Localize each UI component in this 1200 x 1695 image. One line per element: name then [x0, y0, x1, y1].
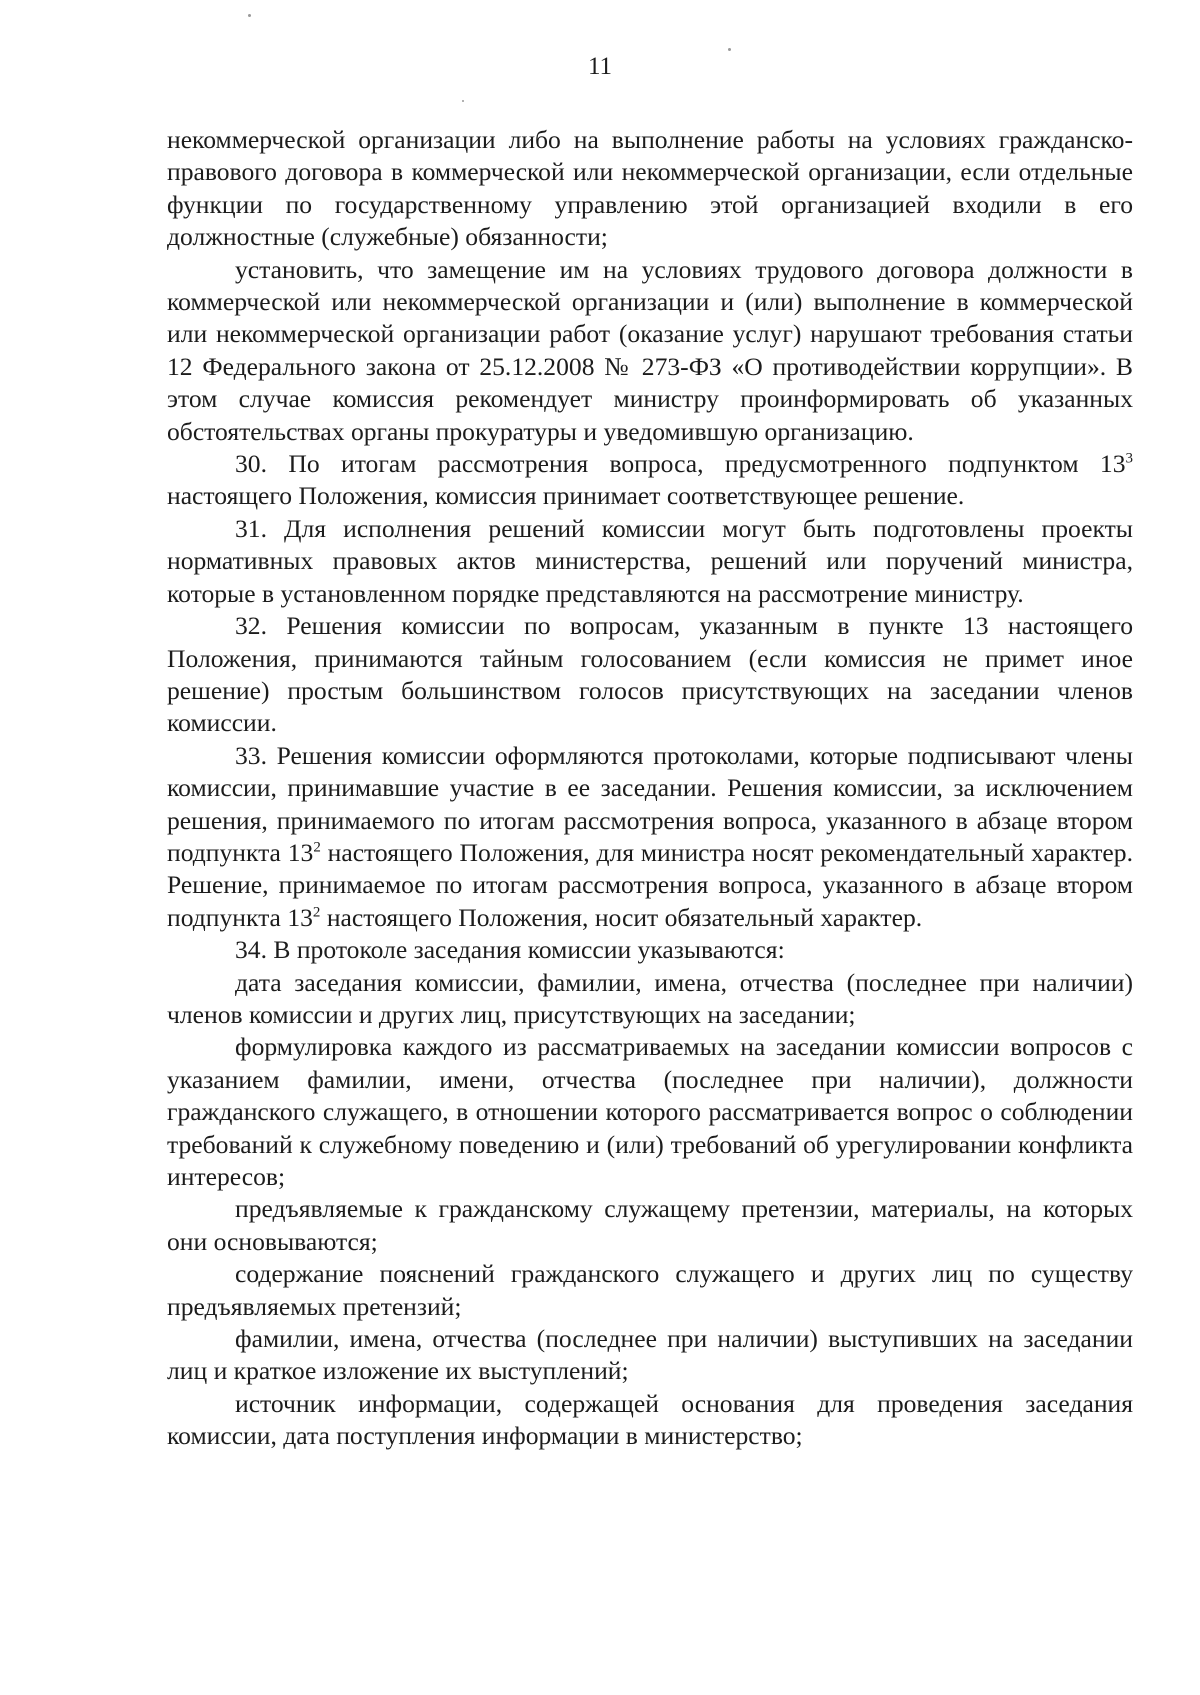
superscript: 2 — [313, 839, 321, 856]
superscript: 3 — [1125, 450, 1133, 467]
paragraph: фамилии, имена, отчества (последнее при наличии) выступивших на заседании лиц и краткое изложение их выступлений; — [167, 1324, 1133, 1386]
paragraph: содержание пояснений гражданского служащего и других лиц по существу предъявляемых претензий; — [167, 1259, 1133, 1321]
paragraph: установить, что замещение им на условиях трудового договора должности в коммерческой или некоммерческой организации и (или) выполнение в коммерческой или некоммерческой организации работ (оказание услуг) нарушают требования статьи 12 Федерального закона от 25.12.2008 № 273-ФЗ «О противодействии коррупции». В этом случае комиссия рекомендует министру проинформировать об указанных обстоятельствах органы прокуратуры и уведомившую организацию. — [167, 254, 1133, 446]
paragraph: некоммерческой организации либо на выполнение работы на условиях гражданско-правового договора в коммерческой или некоммерческой организации, если отдельные функции по государственному управлению этой организацией входили в его должностные (служебные) обязанности; — [167, 125, 1133, 252]
paragraph: 34. В протоколе заседания комиссии указываются: — [235, 935, 785, 965]
page-number: 11 — [587, 53, 613, 80]
superscript: 2 — [312, 904, 321, 921]
paragraph: формулировка каждого из рассматриваемых на заседании комиссии вопросов с указанием фамилии, имени, отчества (последнее при наличии), должности гражданского служащего, в отношении которого рассматривается вопрос о соблюдении требований к служебному поведению и (или) требований об урегулировании конфликта интересов; — [167, 1032, 1133, 1191]
scan-speck — [728, 48, 731, 51]
scan-speck — [248, 14, 251, 17]
paragraph: дата заседания комиссии, фамилии, имена, отчества (последнее при наличии) членов комиссии и других лиц, присутствующих на заседании; — [167, 967, 1133, 1029]
scan-speck — [462, 100, 464, 102]
paragraph: 32. Решения комиссии по вопросам, указанным в пункте 13 настоящего Положения, принимаются тайным голосованием (если комиссия не примет иное решение) простым большинством голосов присутствующих на заседании членов комиссии. — [167, 611, 1133, 738]
paragraph: предъявляемые к гражданскому служащему претензии, материалы, на которых они основываются; — [167, 1194, 1133, 1256]
paragraph: источник информации, содержащей основания для проведения заседания комиссии, дата поступления информации в министерство; — [167, 1388, 1133, 1451]
paragraph: 31. Для исполнения решений комиссии могут быть подготовлены проекты нормативных правовых актов министерства, решений или поручений министра, которые в установленном порядке представляются на рассмотрение министру. — [167, 513, 1133, 608]
paragraph: 33. Решения комиссии оформляются протоколами, которые подписывают члены комиссии, принимавшие участие в ее заседании. Решения комиссии, за исключением решения, принимаемого по итогам рассмотрения вопроса, указанного в абзаце втором подпункта $13^2$ настоящего Положения, для министра носят рекомендательный характер. Решение, принимаемое по итогам рассмотрения вопроса, указанного в абзаце втором подпункта $13^2$ настоящего Положения, носит обязательный характер. — [167, 740, 1133, 932]
document-body — [167, 124, 1133, 1453]
paragraph: 30. По итогам рассмотрения вопроса, предусмотренного подпунктом $13^3$ настоящего Положения, комиссия принимает соответствующее решение. — [167, 449, 1133, 511]
